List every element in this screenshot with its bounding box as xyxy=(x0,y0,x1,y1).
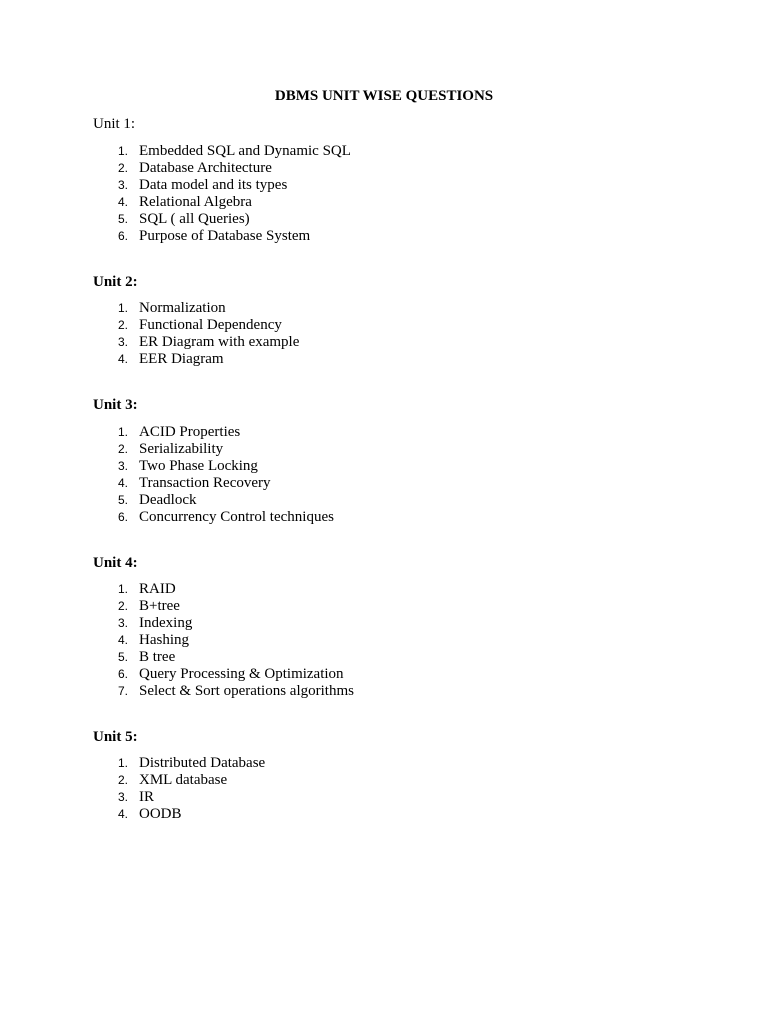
question-text: XML database xyxy=(139,772,228,788)
question-text: B tree xyxy=(139,649,176,665)
item-number: 3. xyxy=(117,459,128,473)
item-number: 1. xyxy=(117,301,128,315)
item-number: 2. xyxy=(117,773,128,787)
question-text: Concurrency Control techniques xyxy=(139,509,334,525)
question-text: RAID xyxy=(139,581,176,597)
question-text: ACID Properties xyxy=(139,424,241,440)
item-number: 3. xyxy=(117,335,128,349)
question-text: B+tree xyxy=(139,598,180,614)
question-text: Embedded SQL and Dynamic SQL xyxy=(139,143,351,159)
unit-3-heading: Unit 3: xyxy=(93,397,138,413)
question-text: Database Architecture xyxy=(139,160,272,176)
item-number: 2. xyxy=(117,318,128,332)
question-text: Serializability xyxy=(139,441,224,457)
item-number: 4. xyxy=(117,195,128,209)
unit-1-heading: Unit 1: xyxy=(93,116,136,132)
item-number: 2. xyxy=(117,442,128,456)
question-text: Select & Sort operations algorithms xyxy=(139,683,354,699)
question-text: Functional Dependency xyxy=(139,317,282,333)
question-text: Transaction Recovery xyxy=(139,475,271,491)
question-text: Deadlock xyxy=(139,492,197,508)
question-text: Relational Algebra xyxy=(139,194,252,210)
unit-5-heading: Unit 5: xyxy=(93,729,138,745)
item-number: 7. xyxy=(117,684,128,698)
question-text: Indexing xyxy=(139,615,193,631)
question-text: Purpose of Database System xyxy=(139,228,311,244)
item-number: 4. xyxy=(117,352,128,366)
item-number: 5. xyxy=(117,493,128,507)
question-text: Normalization xyxy=(139,300,226,316)
item-number: 6. xyxy=(117,510,128,524)
page-title: DBMS UNIT WISE QUESTIONS xyxy=(274,88,494,104)
item-number: 4. xyxy=(117,633,128,647)
question-text: EER Diagram xyxy=(139,351,224,367)
item-number: 3. xyxy=(117,616,128,630)
question-text: IR xyxy=(139,789,154,805)
question-text: OODB xyxy=(139,806,182,822)
item-number: 1. xyxy=(117,144,128,158)
question-text: Hashing xyxy=(139,632,189,648)
unit-4-heading: Unit 4: xyxy=(93,555,138,571)
item-number: 2. xyxy=(117,161,128,175)
question-text: ER Diagram with example xyxy=(139,334,300,350)
item-number: 5. xyxy=(117,650,128,664)
item-number: 3. xyxy=(117,790,128,804)
item-number: 4. xyxy=(117,807,128,821)
question-text: Distributed Database xyxy=(139,755,266,771)
item-number: 5. xyxy=(117,212,128,226)
item-number: 3. xyxy=(117,178,128,192)
item-number: 6. xyxy=(117,229,128,243)
item-number: 1. xyxy=(117,425,128,439)
question-text: Two Phase Locking xyxy=(139,458,258,474)
item-number: 2. xyxy=(117,599,128,613)
question-text: Data model and its types xyxy=(139,177,288,193)
item-number: 1. xyxy=(117,582,128,596)
unit-2-heading: Unit 2: xyxy=(93,274,138,290)
item-number: 1. xyxy=(117,756,128,770)
item-number: 6. xyxy=(117,667,128,681)
item-number: 4. xyxy=(117,476,128,490)
question-text: Query Processing & Optimization xyxy=(139,666,344,682)
question-text: SQL ( all Queries) xyxy=(139,211,250,227)
